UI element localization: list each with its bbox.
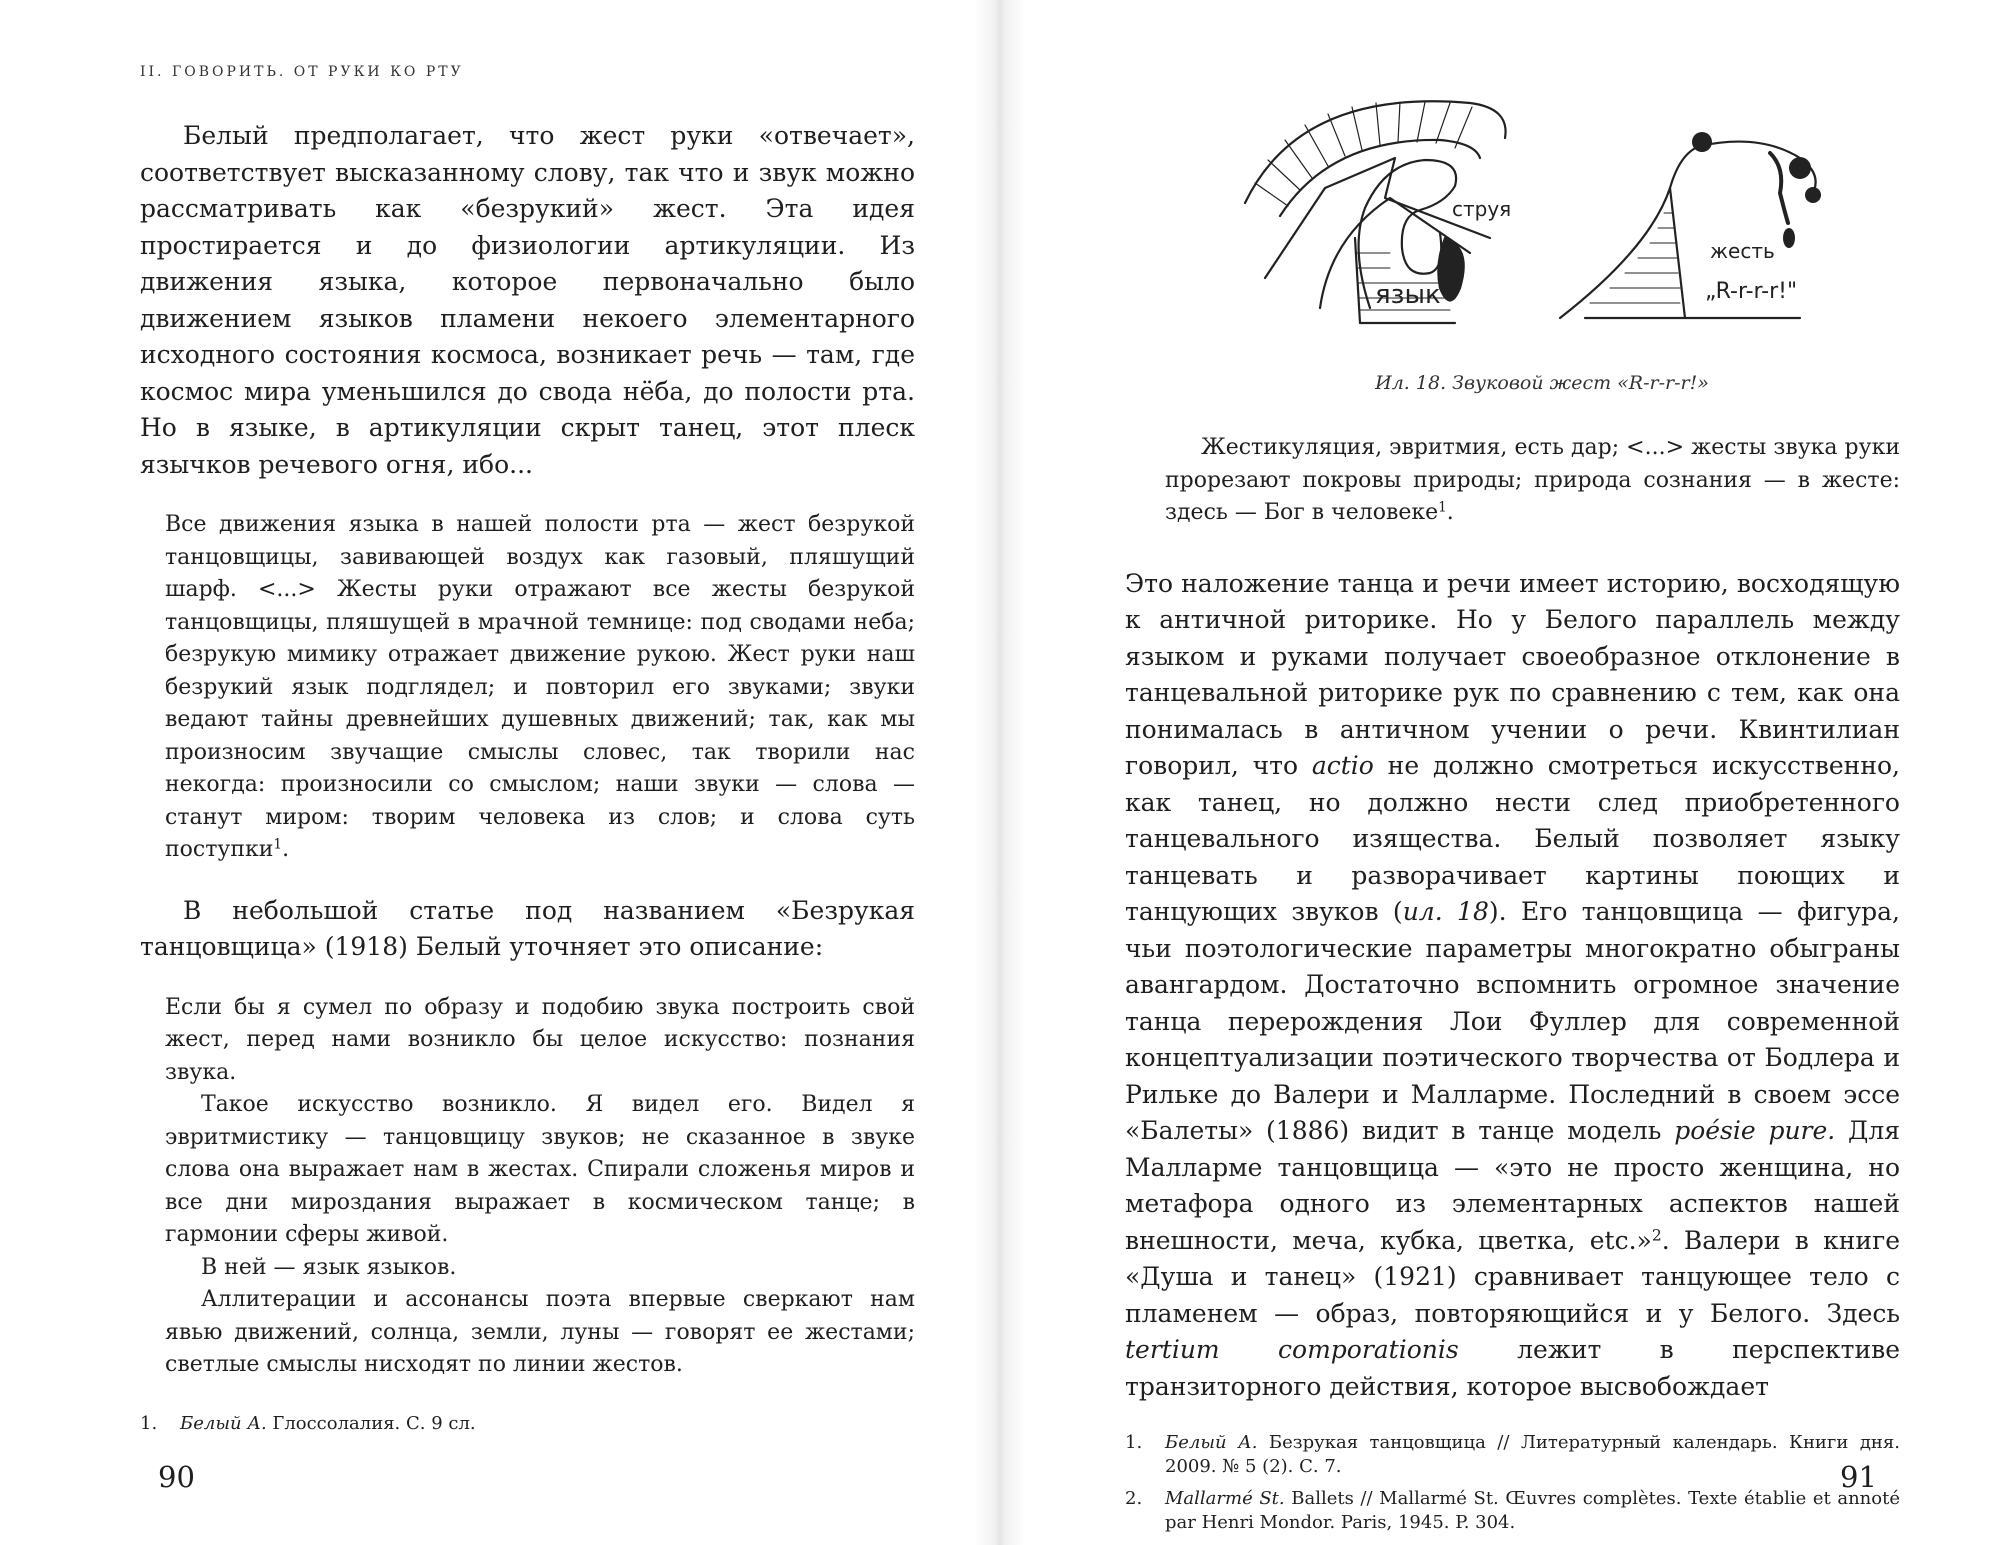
left-column [140, 118, 915, 1444]
paragraph-text: Для Малларме танцовщица — «это не просто женщина, но метафора одного из элементарных аспектов нашей внешности, меча, кубка, цветка, etc.» [1125, 1116, 1901, 1255]
paragraph-text: лежит в перспективе транзиторного действия, которое высвобождает [1125, 1335, 1901, 1401]
block-quote [165, 992, 915, 1382]
quote-line: Такое искусство возникло. Я видел его. Видел я эвритмистику — танцовщицу звуков; не сказанное в звуке слова она выражает нам в жестах. Спирали сложенья миров и все дни мироздания выражает в космическом танце; в гармонии сферы живой. [165, 1092, 915, 1247]
paragraph-text: не должно смотреться искусственно, как танец, но должно нести след приобретенного танцевального изящества. Белый позволяет языку танцевать и разворачивает картины поющих и танцующих звуков ( [1125, 751, 1900, 926]
footnote-ref: 1 [273, 836, 283, 853]
footnote-ref: 2 [1651, 1225, 1662, 1244]
block-quote: Все движения языка в нашей полости рта — жест безрукой танцовщицы, завивающей воздух как газовый, пляшущий шарф. <...> Жесты руки отражают все жесты безрукой танцовщицы, пляшущей в мрачной темнице: под сводами неба; безрукую мимику отражает движение рукою. Жест руки наш безрукий язык подглядел; и повторил его звуками; звуки ведают тайны древнейших душевных движений; так, как мы произносим звучащие смыслы словес, так творили нас некогда: произносили со смыслом; наши звуки — слова — станут миром: творим человека из слов; и слова суть поступки$^1$. [165, 512, 915, 862]
footnotes [140, 1412, 915, 1436]
paragraph-text: Это наложение танца и речи имеет историю, восходящую к античной риторике. Но у Белого параллель между языком и руками получает своеобразное отклонение в танцевальной риторике рук по сравнению с тем, как она понималась в античном учении о речи. Квинтилиан говорил, что [1125, 568, 1900, 780]
page-number: 90 [158, 1460, 195, 1494]
term-poesie-pure: poésie pure. [1674, 1116, 1836, 1145]
figure-label-zhest: жесть [1710, 239, 1775, 263]
footnote-number: 1. [1125, 1432, 1143, 1453]
right-column [1125, 432, 1900, 1543]
figure-label-yazyk: язык [1375, 280, 1441, 310]
quote-line: В ней — язык языков. [201, 1254, 457, 1280]
illustration-ref: ил. 18 [1402, 897, 1489, 926]
quote-line: Аллитерации и ассонансы поэта впервые сверкают нам явью движений, солнца, земли, луны — говорят ее жестами; светлые смыслы нисходят по линии жестов. [165, 1287, 915, 1377]
footnote [140, 1412, 915, 1436]
quote-text: Все движения языка в нашей полости рта — жест безрукой танцовщицы, завивающей воздух как газовый, пляшущий шарф. <...> Жесты руки отражают все жесты безрукой танцовщицы, пляшущей в мрачной темнице: под сводами неба; безрукую мимику отражает движение рукою. Жест руки наш безрукий язык подглядел; и повторил его звуками; звуки ведают тайны древнейших душевных движений; так, как мы произносим звучащие смыслы словес, так творили нас некогда: произносили со смыслом; наши звуки — слова — станут миром: творим человека из слов; и слова суть поступки [165, 512, 915, 862]
footnote [1125, 1487, 1900, 1535]
footnote-text: Ballets // Mallarmé St. Œuvres complètes. Texte établie et annoté par Henri Mondor. Paris, 1945. P. 304. [1165, 1488, 1900, 1533]
quote-text: Жестикуляция, эвритмия, есть дар; <...> жесты звука руки прорезают покровы природы; природа сознания — в жесте: здесь — Бог в человеке [1165, 435, 1900, 525]
footnote-number: 1. [140, 1412, 158, 1434]
paragraph: В небольшой статье под названием «Безрукая танцовщица» (1918) Белый уточняет это описание: [140, 895, 915, 961]
figure-caption: Ил. 18. Звуковой жест «R-r-r-r!» [1375, 372, 1709, 394]
page-number: 91 [1840, 1460, 1877, 1494]
term-actio: actio [1311, 751, 1374, 780]
paragraph: Белый предполагает, что жест руки «отвечает», соответствует высказанному слову, так что и звук можно рассматривать как «безрукий» жест. Эта идея простирается и до физиологии артикуляции. Из движения языка, которое первоначально было движением языков пламени некоего элементарного исходного состояния космоса, возникает речь — там, где космос мира уменьшился до свода нёба, до полости рта. Но в языке, в артикуляции скрыт танец, этот плеск язычков речевого огня, ибо... [140, 121, 915, 479]
running-head: II. ГОВОРИТЬ. ОТ РУКИ КО РТУ [140, 64, 464, 80]
footnote-text: Безрукая танцовщица // Литературный календарь. Книги дня. 2009. № 5 (2). С. 7. [1165, 1432, 1900, 1477]
figure-label-struya: струя [1452, 197, 1512, 221]
paragraph-text: ). Его танцовщица — фигура, чьи поэтологические параметры многократно обыграны авангардом. Достаточно вспомнить огромное значение танца перерождения Лои Фуллер для современной концептуализации поэтического творчества от Бодлера и Рильке до Валери и Малларме. Последний в своем эссе «Балеты» (1886) видит в танце модель [1125, 897, 1900, 1145]
footnotes [1125, 1431, 1900, 1535]
footnote [1125, 1431, 1900, 1479]
paragraph-text: . Валери в книге «Душа и танец» (1921) сравнивает танцующее тело с пламенем — образ, повторяющийся и у Белого. Здесь [1125, 1225, 1900, 1328]
paragraph [1125, 566, 1900, 1406]
footnote-author: Белый А. [180, 1412, 267, 1434]
block-quote: Жестикуляция, эвритмия, есть дар; <...> жесты звука руки прорезают покровы природы; природа сознания — в жесте: здесь — Бог в человеке$^1$. [1165, 435, 1900, 525]
figure-label-rrr: „R-r-r-r!" [1705, 279, 1798, 304]
footnote-author: Mallarmé St. [1165, 1488, 1285, 1509]
left-page [0, 0, 990, 1545]
quote-line: Если бы я сумел по образу и подобию звука построить свой жест, перед нами возникло бы целое искусство: познания звука. [165, 994, 915, 1085]
right-page [1000, 0, 2000, 1545]
footnote-number: 2. [1125, 1488, 1143, 1509]
term-tertium: tertium comporationis [1125, 1335, 1459, 1364]
footnote-author: Белый А. [1165, 1432, 1258, 1453]
footnote-text: Глоссолалия. С. 9 сл. [272, 1412, 476, 1434]
footnote-ref: 1 [1438, 499, 1447, 516]
